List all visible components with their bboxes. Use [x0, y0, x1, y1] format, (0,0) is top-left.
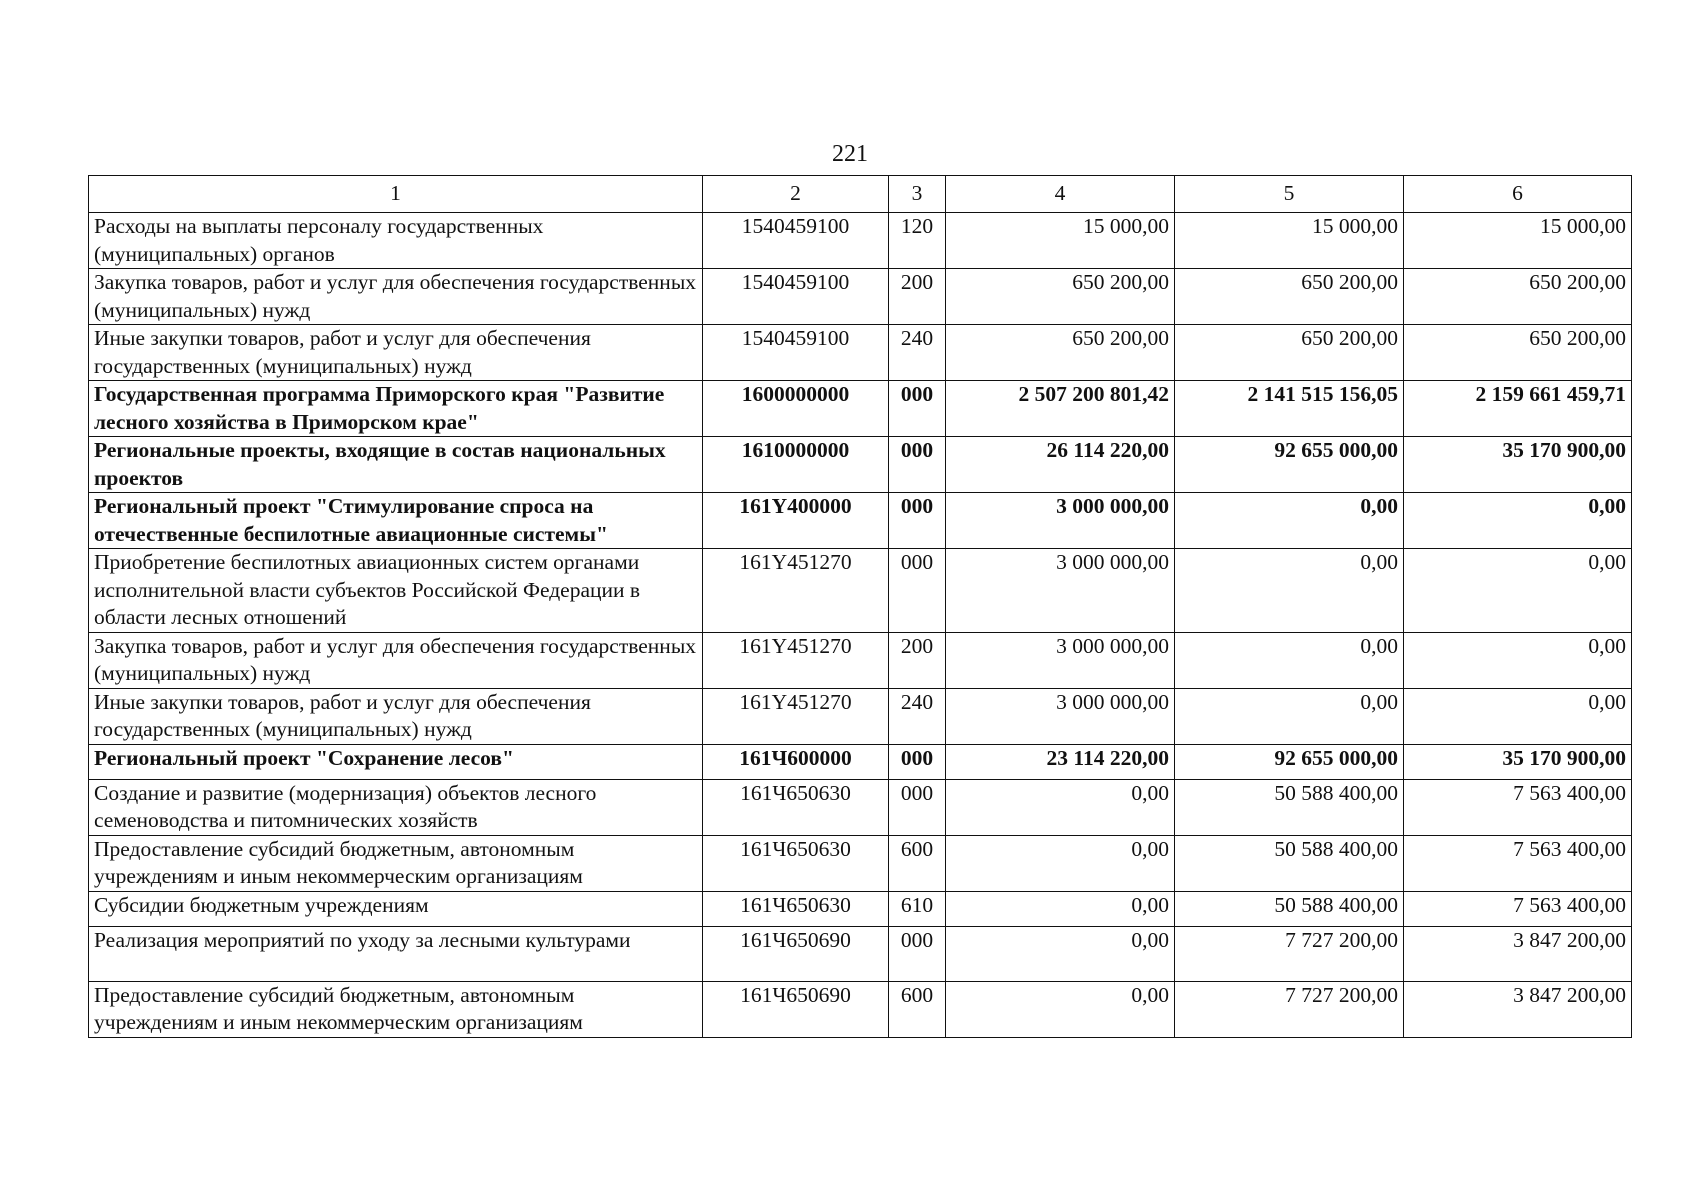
page-number: 221	[832, 141, 868, 167]
row-amount-col5-cell: 50 588 400,00	[1175, 891, 1404, 926]
row-code-cell: 161Ч650690	[703, 981, 889, 1037]
row-amount-col6-cell: 15 000,00	[1404, 213, 1632, 269]
row-type-cell: 000	[889, 926, 946, 981]
row-amount-col5-cell: 0,00	[1175, 688, 1404, 744]
row-amount-col5-cell: 0,00	[1175, 493, 1404, 549]
row-amount-col4-cell: 15 000,00	[946, 213, 1175, 269]
row-type-cell: 240	[889, 688, 946, 744]
row-code-cell: 1540459100	[703, 269, 889, 325]
row-amount-col4-cell: 650 200,00	[946, 269, 1175, 325]
row-code-cell: 161Y451270	[703, 632, 889, 688]
table-body	[89, 213, 1632, 1038]
table-row	[89, 981, 1632, 1037]
row-amount-col6-cell: 650 200,00	[1404, 269, 1632, 325]
row-type-cell: 600	[889, 835, 946, 891]
table-row	[89, 381, 1632, 437]
row-code-cell: 161Ч650630	[703, 835, 889, 891]
table-row	[89, 688, 1632, 744]
row-amount-col4-cell: 26 114 220,00	[946, 437, 1175, 493]
row-amount-col6-cell: 7 563 400,00	[1404, 779, 1632, 835]
column-header: 5	[1175, 176, 1404, 213]
budget-table	[88, 175, 1632, 1038]
row-code-cell: 161Ч650630	[703, 891, 889, 926]
table-row	[89, 213, 1632, 269]
table-row	[89, 744, 1632, 779]
table-row	[89, 325, 1632, 381]
row-name-cell: Предоставление субсидий бюджетным, автономным учреждениям и иным некоммерческим организациям	[89, 835, 703, 891]
row-amount-col4-cell: 2 507 200 801,42	[946, 381, 1175, 437]
row-amount-col4-cell: 23 114 220,00	[946, 744, 1175, 779]
table-row	[89, 835, 1632, 891]
row-name-cell: Субсидии бюджетным учреждениям	[89, 891, 703, 926]
row-code-cell: 161Y451270	[703, 688, 889, 744]
row-code-cell: 161Ч650630	[703, 779, 889, 835]
row-name-cell: Государственная программа Приморского края "Развитие лесного хозяйства в Приморском крае"	[89, 381, 703, 437]
row-amount-col4-cell: 650 200,00	[946, 325, 1175, 381]
row-amount-col5-cell: 50 588 400,00	[1175, 779, 1404, 835]
row-amount-col5-cell: 50 588 400,00	[1175, 835, 1404, 891]
row-amount-col5-cell: 7 727 200,00	[1175, 926, 1404, 981]
row-amount-col6-cell: 35 170 900,00	[1404, 437, 1632, 493]
row-code-cell: 161Ч600000	[703, 744, 889, 779]
table-row	[89, 891, 1632, 926]
row-code-cell: 1600000000	[703, 381, 889, 437]
row-code-cell: 161Y400000	[703, 493, 889, 549]
row-code-cell: 1540459100	[703, 325, 889, 381]
row-type-cell: 000	[889, 549, 946, 633]
table-header-row	[89, 176, 1632, 213]
row-amount-col5-cell: 92 655 000,00	[1175, 744, 1404, 779]
row-amount-col6-cell: 3 847 200,00	[1404, 981, 1632, 1037]
row-name-cell: Иные закупки товаров, работ и услуг для обеспечения государственных (муниципальных) нужд	[89, 325, 703, 381]
row-amount-col6-cell: 7 563 400,00	[1404, 891, 1632, 926]
row-amount-col6-cell: 0,00	[1404, 632, 1632, 688]
row-amount-col5-cell: 7 727 200,00	[1175, 981, 1404, 1037]
row-code-cell: 1610000000	[703, 437, 889, 493]
row-amount-col4-cell: 3 000 000,00	[946, 549, 1175, 633]
row-code-cell: 1540459100	[703, 213, 889, 269]
row-amount-col6-cell: 7 563 400,00	[1404, 835, 1632, 891]
row-amount-col5-cell: 92 655 000,00	[1175, 437, 1404, 493]
row-amount-col5-cell: 0,00	[1175, 632, 1404, 688]
row-amount-col5-cell: 15 000,00	[1175, 213, 1404, 269]
row-amount-col4-cell: 3 000 000,00	[946, 688, 1175, 744]
table-row	[89, 269, 1632, 325]
table-row	[89, 632, 1632, 688]
column-header: 2	[703, 176, 889, 213]
row-amount-col6-cell: 35 170 900,00	[1404, 744, 1632, 779]
row-name-cell: Закупка товаров, работ и услуг для обеспечения государственных (муниципальных) нужд	[89, 269, 703, 325]
row-amount-col6-cell: 3 847 200,00	[1404, 926, 1632, 981]
row-amount-col6-cell: 650 200,00	[1404, 325, 1632, 381]
row-name-cell: Региональный проект "Стимулирование спроса на отечественные беспилотные авиационные системы"	[89, 493, 703, 549]
row-amount-col6-cell: 2 159 661 459,71	[1404, 381, 1632, 437]
row-name-cell: Иные закупки товаров, работ и услуг для обеспечения государственных (муниципальных) нужд	[89, 688, 703, 744]
row-name-cell: Реализация мероприятий по уходу за лесными культурами	[89, 926, 703, 981]
row-amount-col4-cell: 3 000 000,00	[946, 493, 1175, 549]
row-name-cell: Создание и развитие (модернизация) объектов лесного семеноводства и питомнических хозяйств	[89, 779, 703, 835]
row-amount-col5-cell: 0,00	[1175, 549, 1404, 633]
row-amount-col4-cell: 0,00	[946, 779, 1175, 835]
row-type-cell: 240	[889, 325, 946, 381]
column-header: 1	[89, 176, 703, 213]
row-type-cell: 000	[889, 381, 946, 437]
row-amount-col5-cell: 2 141 515 156,05	[1175, 381, 1404, 437]
row-amount-col5-cell: 650 200,00	[1175, 269, 1404, 325]
table-row	[89, 493, 1632, 549]
row-name-cell: Расходы на выплаты персоналу государственных (муниципальных) органов	[89, 213, 703, 269]
row-amount-col5-cell: 650 200,00	[1175, 325, 1404, 381]
row-type-cell: 200	[889, 269, 946, 325]
row-type-cell: 600	[889, 981, 946, 1037]
row-type-cell: 000	[889, 744, 946, 779]
row-amount-col6-cell: 0,00	[1404, 493, 1632, 549]
row-code-cell: 161Y451270	[703, 549, 889, 633]
table-row	[89, 549, 1632, 633]
column-header: 4	[946, 176, 1175, 213]
row-name-cell: Предоставление субсидий бюджетным, автономным учреждениям и иным некоммерческим организациям	[89, 981, 703, 1037]
row-type-cell: 120	[889, 213, 946, 269]
table-row	[89, 926, 1632, 981]
row-code-cell: 161Ч650690	[703, 926, 889, 981]
row-name-cell: Региональный проект "Сохранение лесов"	[89, 744, 703, 779]
row-type-cell: 000	[889, 493, 946, 549]
row-name-cell: Закупка товаров, работ и услуг для обеспечения государственных (муниципальных) нужд	[89, 632, 703, 688]
column-header: 6	[1404, 176, 1632, 213]
column-header: 3	[889, 176, 946, 213]
row-type-cell: 610	[889, 891, 946, 926]
row-type-cell: 000	[889, 779, 946, 835]
row-amount-col4-cell: 0,00	[946, 891, 1175, 926]
row-amount-col4-cell: 0,00	[946, 981, 1175, 1037]
row-amount-col6-cell: 0,00	[1404, 688, 1632, 744]
row-amount-col4-cell: 0,00	[946, 835, 1175, 891]
row-name-cell: Приобретение беспилотных авиационных систем органами исполнительной власти субъектов Российской Федерации в области лесных отношений	[89, 549, 703, 633]
row-type-cell: 200	[889, 632, 946, 688]
row-amount-col4-cell: 0,00	[946, 926, 1175, 981]
row-name-cell: Региональные проекты, входящие в состав национальных проектов	[89, 437, 703, 493]
row-amount-col6-cell: 0,00	[1404, 549, 1632, 633]
row-amount-col4-cell: 3 000 000,00	[946, 632, 1175, 688]
row-type-cell: 000	[889, 437, 946, 493]
table-row	[89, 779, 1632, 835]
table-row	[89, 437, 1632, 493]
